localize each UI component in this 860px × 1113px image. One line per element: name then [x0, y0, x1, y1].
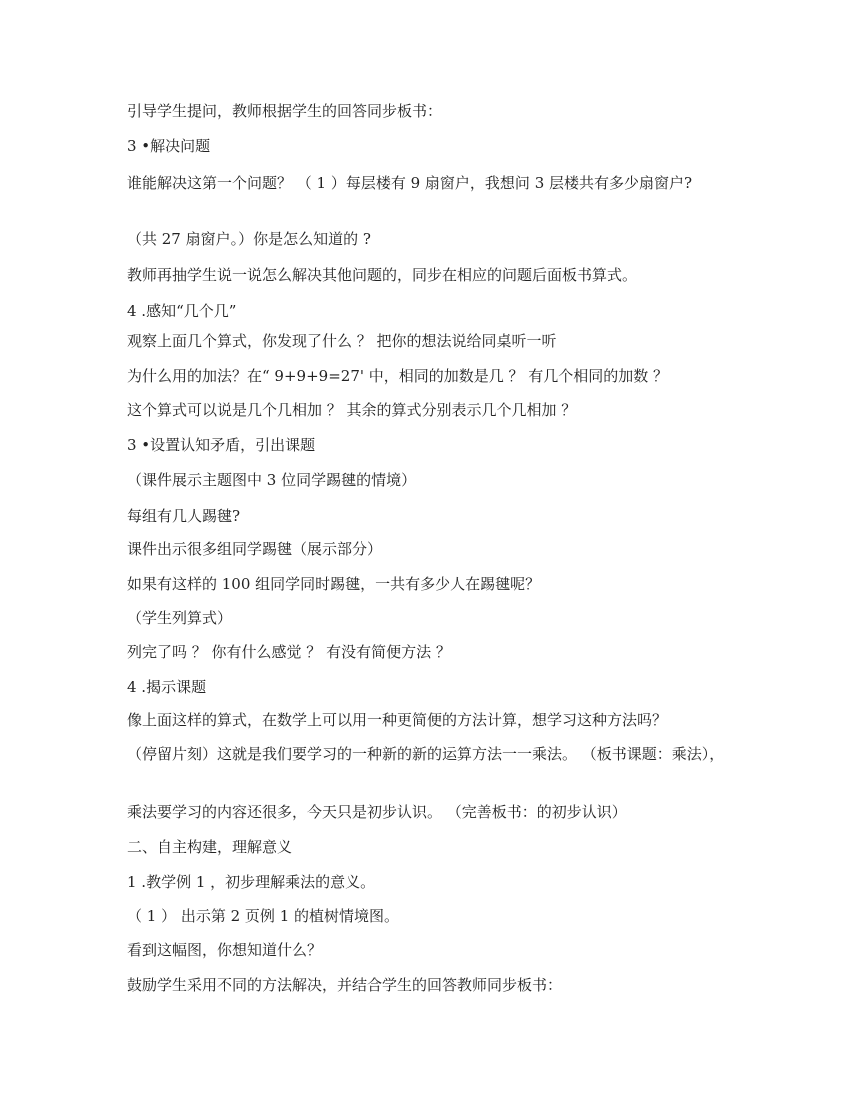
paragraph: 3 •解决问题: [127, 137, 211, 155]
paragraph: （停留片刻）这就是我们要学习的一种新的新的运算方法一一乘法。 （板书课题：乘法），: [127, 745, 725, 763]
paragraph: 教师再抽学生说一说怎么解决其他问题的，同步在相应的问题后面板书算式。: [127, 266, 638, 284]
paragraph: （课件展示主题图中 3 位同学踢毽的情境）: [127, 471, 417, 489]
paragraph: 4 .感知“几个几”: [127, 302, 237, 320]
paragraph: （ 1 ） 出示第 2 页例 1 的植树情境图。: [127, 907, 400, 925]
paragraph: 引导学生提问，教师根据学生的回答同步板书：: [127, 102, 443, 120]
paragraph: 3 •设置认知矛盾，引出课题: [127, 436, 316, 454]
paragraph: 为什么用的加法？在“ 9+9+9=27' 中，相同的加数是几 ？ 有几个相同的加数 ？: [127, 367, 669, 385]
paragraph: 观察上面几个算式，你发现了什么 ？ 把你的想法说给同桌听一听: [127, 332, 557, 350]
paragraph: 乘法要学习的内容还很多，今天只是初步认识。 （完善板书：的初步认识）: [127, 803, 627, 821]
paragraph: 列完了吗 ？ 你有什么感觉 ？ 有没有简便方法 ？: [127, 643, 451, 661]
paragraph: （共 27 扇窗户。）你是怎么知道的 ?: [127, 230, 371, 248]
paragraph: 二、自主构建，理解意义: [127, 838, 293, 856]
paragraph: 像上面这样的算式，在数学上可以用一种更简便的方法计算，想学习这种方法吗？: [127, 711, 668, 729]
paragraph: 4 .揭示课题: [127, 678, 207, 696]
paragraph: 课件出示很多组同学踢毽（展示部分）: [127, 540, 383, 558]
paragraph: 鼓励学生采用不同的方法解决，并结合学生的回答教师同步板书：: [127, 976, 563, 994]
paragraph: 看到这幅图，你想知道什么？: [127, 941, 323, 959]
paragraph: 每组有几人踢毽?: [127, 507, 241, 525]
paragraph: 谁能解决这第一个问题？ （ 1 ）每层楼有 9 扇窗户，我想问 3 层楼共有多少扇窗户?: [127, 174, 693, 192]
paragraph: （学生列算式）: [127, 609, 233, 627]
paragraph: 这个算式可以说是几个几相加 ？ 其余的算式分别表示几个几相加 ？: [127, 401, 577, 419]
paragraph: 如果有这样的 100 组同学同时踢毽，一共有多少人在踢毽呢？: [127, 575, 541, 593]
paragraph: 1 .教学例 1 ，初步理解乘法的意义。: [127, 873, 376, 891]
